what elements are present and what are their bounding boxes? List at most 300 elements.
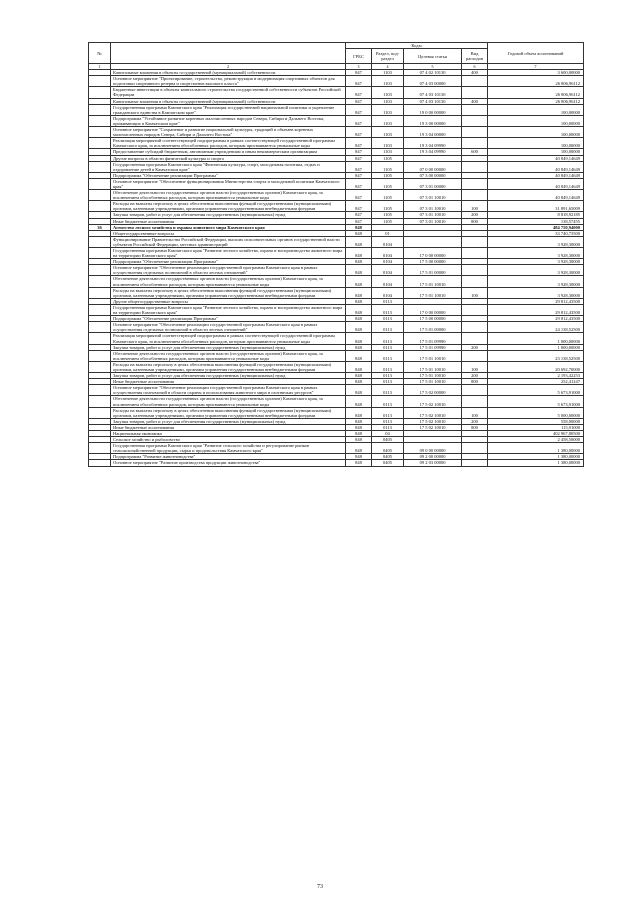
col-grbs-header: ГРБС <box>346 49 372 64</box>
row-razdel: 0104 <box>372 287 404 298</box>
table-row <box>89 138 584 149</box>
col-no-header: № <box>89 43 111 64</box>
row-name: Государственная программа Камчатского края "Физическая культура, спорт, молодежная политика, отдых и оздоровление детей в Камчатском крае" <box>111 161 346 172</box>
row-name: Государственная программа Камчатского края "Развитие сельского хозяйства и регулирование рынков сельскохозяйственной продукции, сырья и продовольствия Камчатского края" <box>111 443 346 454</box>
row-amount: 3 928,30000 <box>488 248 584 259</box>
table-row <box>89 127 584 138</box>
row-amount: 40 849,14649 <box>488 190 584 201</box>
row-csr: 09 0 00 00000 <box>404 443 462 454</box>
table-row <box>89 236 584 247</box>
row-number <box>89 333 111 344</box>
row-razdel: 0113 <box>372 424 404 430</box>
row-razdel: 0104 <box>372 248 404 259</box>
row-razdel: 0113 <box>372 418 404 424</box>
row-grbs: 847 <box>346 172 372 178</box>
row-name: Подпрограмма "Обеспечение реализации Программы" <box>111 316 346 322</box>
row-name: Реализация мероприятий соответствующей подпрограммы в рамках соответствующей государственной программы Камчатского края, за исключением обособленных расходов, которым присваиваются уникальные коды <box>111 333 346 344</box>
row-grbs: 847 <box>346 70 372 76</box>
row-number <box>89 304 111 315</box>
row-csr: 19 3 04 00000 <box>404 127 462 138</box>
row-number <box>89 178 111 189</box>
table-row <box>89 201 584 212</box>
row-csr: 17 5 01 10010 <box>404 287 462 298</box>
row-razdel: 0405 <box>372 437 404 443</box>
row-vr <box>462 322 488 333</box>
table-row <box>89 361 584 372</box>
row-amount: 23 138,52500 <box>488 350 584 361</box>
row-amount: 29 812,43500 <box>488 304 584 315</box>
row-csr: 17 5 01 10010 <box>404 276 462 287</box>
row-csr: 07 4 03 10130 <box>404 98 462 104</box>
row-amount: 20 692,70000 <box>488 361 584 372</box>
row-name: Государственная программа Камчатского края "Реализация государственной национальной политики и укрепление гражданского единства в Камчатском крае" <box>111 104 346 115</box>
row-number <box>89 161 111 172</box>
row-csr: 09 2 03 00000 <box>404 460 462 466</box>
row-vr <box>462 385 488 396</box>
row-grbs: 848 <box>346 460 372 466</box>
row-grbs: 848 <box>346 454 372 460</box>
table-row <box>89 304 584 315</box>
row-razdel: 1103 <box>372 138 404 149</box>
row-name: Подпрограмма "Устойчивое развитие коренных малочисленных народов Севера, Сибири и Дальнего Востока, проживающих в Камчатском крае" <box>111 115 346 126</box>
row-razdel: 0113 <box>372 373 404 379</box>
table-row <box>89 333 584 344</box>
row-razdel: 0113 <box>372 379 404 385</box>
row-number <box>89 276 111 287</box>
row-csr: 07 3 01 10010 <box>404 190 462 201</box>
row-name: Расходы на выплаты персоналу в целях обеспечения выполнения функций государственными (муниципальными) органами, казенными учреждениями, органами управления государственными внебюджетными фондами <box>111 361 346 372</box>
row-name: Реализация мероприятий соответствующей подпрограммы в рамках соответствующей государственной программы Камчатского края, за исключением обособленных расходов, которым присваиваются уникальные коды <box>111 138 346 149</box>
row-grbs: 848 <box>346 248 372 259</box>
row-name: Национальная экономика <box>111 431 346 437</box>
row-csr <box>404 236 462 247</box>
row-grbs: 847 <box>346 218 372 224</box>
row-razdel: 04 <box>372 431 404 437</box>
row-amount: 40 849,14649 <box>488 178 584 189</box>
row-name: Обеспечение деятельности государственных органов власти (государственных органов) Камчатского края, за исключением обособленных расходов, которым присваиваются уникальные коды <box>111 190 346 201</box>
row-name: Подпрограмма "Обеспечение реализации Программы" <box>111 259 346 265</box>
row-name: Другие общегосударственные вопросы <box>111 298 346 304</box>
row-name: Закупка товаров, работ и услуг для обеспечения государственных (муниципальных) нужд <box>111 418 346 424</box>
row-razdel: 1105 <box>372 218 404 224</box>
row-grbs: 848 <box>346 298 372 304</box>
col-razdel-header: Раздел, под-раздел <box>372 49 404 64</box>
row-amount: 484 750,94000 <box>488 224 584 230</box>
row-vr <box>462 248 488 259</box>
row-csr: 07 3 01 00000 <box>404 178 462 189</box>
budget-document <box>88 42 583 467</box>
row-name: Основное мероприятие "Сохранение и развитие национальной культуры, традиций и обычаев коренных малочисленных народов Севера, Сибири и Дальнего Востока" <box>111 127 346 138</box>
row-name: Иные бюджетные ассигнования <box>111 379 346 385</box>
row-grbs: 848 <box>346 230 372 236</box>
row-grbs: 848 <box>346 396 372 407</box>
row-grbs: 848 <box>346 322 372 333</box>
row-csr: 07 4 03 00000 <box>404 76 462 87</box>
row-amount: 5 000,00000 <box>488 407 584 418</box>
row-vr: 800 <box>462 218 488 224</box>
row-name: Основное мероприятие "Обеспечение функционирования Министерства спорта и молодежной политики Камчатского края" <box>111 178 346 189</box>
row-razdel: 0405 <box>372 454 404 460</box>
row-csr: 17 5 00 00000 <box>404 259 462 265</box>
row-razdel: 1103 <box>372 104 404 115</box>
column-number: 1 <box>89 64 111 70</box>
row-grbs: 848 <box>346 437 372 443</box>
row-name: Другие вопросы в области физической культуры и спорта <box>111 155 346 161</box>
table-row <box>89 322 584 333</box>
row-razdel: 1103 <box>372 76 404 87</box>
row-amount: 138,57455 <box>488 218 584 224</box>
row-vr <box>462 76 488 87</box>
row-csr: 19 3 04 09990 <box>404 149 462 155</box>
row-razdel: 1105 <box>372 178 404 189</box>
row-vr <box>462 104 488 115</box>
row-csr: 19 3 04 09990 <box>404 138 462 149</box>
row-name: Иные бюджетные ассигнования <box>111 424 346 430</box>
row-razdel: 1105 <box>372 212 404 218</box>
table-row <box>89 265 584 276</box>
row-name: Бюджетные инвестиции в объекты капитального строительства государственной собственности субъектов Российской Федерации <box>111 87 346 98</box>
row-grbs: 847 <box>346 104 372 115</box>
row-amount: 558,00000 <box>488 418 584 424</box>
row-vr: 800 <box>462 424 488 430</box>
row-csr: 17 5 01 10010 <box>404 361 462 372</box>
row-vr: 100 <box>462 407 488 418</box>
row-number <box>89 322 111 333</box>
row-amount: 40 849,14649 <box>488 172 584 178</box>
row-grbs: 848 <box>346 350 372 361</box>
row-razdel: 0113 <box>372 316 404 322</box>
row-razdel: 0104 <box>372 259 404 265</box>
row-number <box>89 201 111 212</box>
row-amount: 100,00000 <box>488 127 584 138</box>
row-razdel: 0405 <box>372 443 404 454</box>
row-csr: 07 3 01 10010 <box>404 218 462 224</box>
row-vr <box>462 460 488 466</box>
row-name: Основное мероприятие "Обеспечение реализации государственной программы Камчатского края в рамках осуществления отдельных полномочий в области лесных отношений" <box>111 322 346 333</box>
row-number: 36 <box>89 224 111 230</box>
row-csr: 07 3 00 00000 <box>404 172 462 178</box>
row-amount: 26 806,96112 <box>488 76 584 87</box>
row-csr: 17 5 02 10010 <box>404 396 462 407</box>
row-vr <box>462 127 488 138</box>
table-row <box>89 178 584 189</box>
row-number <box>89 236 111 247</box>
row-razdel: 1105 <box>372 172 404 178</box>
row-razdel: 1103 <box>372 98 404 104</box>
row-amount: 5 673,91000 <box>488 385 584 396</box>
row-name: Сельское хозяйство и рыболовство <box>111 437 346 443</box>
row-name: Основное мероприятие "Развитие производства продукции животноводства" <box>111 460 346 466</box>
row-razdel: 01 <box>372 230 404 236</box>
row-vr: 100 <box>462 201 488 212</box>
row-name: Расходы на выплаты персоналу в целях обеспечения выполнения функций государственными (муниципальными) органами, казенными учреждениями, органами управления государственными внебюджетными фондами <box>111 407 346 418</box>
row-vr <box>462 161 488 172</box>
row-vr: 400 <box>462 70 488 76</box>
row-vr: 200 <box>462 212 488 218</box>
row-razdel: 1105 <box>372 201 404 212</box>
row-vr: 800 <box>462 379 488 385</box>
row-grbs: 848 <box>346 361 372 372</box>
row-razdel: 1103 <box>372 87 404 98</box>
row-csr: 17 0 00 00000 <box>404 248 462 259</box>
row-amount: 1 000,00000 <box>488 344 584 350</box>
row-grbs: 848 <box>346 373 372 379</box>
row-vr <box>462 333 488 344</box>
row-amount: 3 928,30000 <box>488 276 584 287</box>
row-name: Государственная программа Камчатского края "Развитие лесного хозяйства, охрана и воспроизводство животного мира на территории Камчатского края" <box>111 304 346 315</box>
table-row <box>89 276 584 287</box>
row-csr: 17 5 02 10010 <box>404 407 462 418</box>
row-amount: 8 818,92185 <box>488 212 584 218</box>
row-vr: 200 <box>462 373 488 379</box>
budget-table <box>88 42 584 467</box>
row-name: Основное мероприятие "Обеспечение реализации государственной программы Камчатского края в рамках осуществления отдельных полномочий в области лесных отношений" <box>111 265 346 276</box>
column-number: 7 <box>488 64 584 70</box>
col-amount-header: Годовой объем ассигнований <box>488 43 584 64</box>
row-razdel: 0113 <box>372 322 404 333</box>
row-amount: 100,00000 <box>488 115 584 126</box>
row-csr: 17 5 01 10010 <box>404 350 462 361</box>
row-csr: 17 5 00 00000 <box>404 316 462 322</box>
table-row <box>89 396 584 407</box>
row-csr: 17 5 01 00000 <box>404 265 462 276</box>
table-row <box>89 443 584 454</box>
row-number <box>89 190 111 201</box>
row-csr: 07 4 03 10130 <box>404 87 462 98</box>
row-razdel: 0113 <box>372 385 404 396</box>
row-grbs: 847 <box>346 149 372 155</box>
row-grbs: 848 <box>346 265 372 276</box>
row-number <box>89 76 111 87</box>
row-csr: 17 5 02 10010 <box>404 418 462 424</box>
row-number <box>89 248 111 259</box>
col-codes-header: Коды <box>346 43 488 49</box>
row-grbs: 848 <box>346 385 372 396</box>
row-amount: 3 928,30000 <box>488 236 584 247</box>
row-amount: 29 812,43500 <box>488 316 584 322</box>
row-number <box>89 138 111 149</box>
row-grbs: 848 <box>346 424 372 430</box>
row-grbs: 847 <box>346 190 372 201</box>
row-vr: 100 <box>462 287 488 298</box>
row-name: Расходы на выплаты персоналу в целях обеспечения выполнения функций государственными (муниципальными) органами, казенными учреждениями, органами управления государственными внебюджетными фондами <box>111 287 346 298</box>
row-vr <box>462 265 488 276</box>
row-grbs: 847 <box>346 178 372 189</box>
row-number <box>89 361 111 372</box>
row-name: Обеспечение деятельности государственных органов власти (государственных органов) Камчатского края, за исключением обособленных расходов, которым присваиваются уникальные коды <box>111 276 346 287</box>
row-razdel: 0113 <box>372 396 404 407</box>
row-name: Капитальные вложения в объекты государственной (муниципальной) собственности <box>111 70 346 76</box>
row-razdel: 1103 <box>372 115 404 126</box>
row-amount: 2 193,42253 <box>488 373 584 379</box>
row-amount: 3 928,30000 <box>488 287 584 298</box>
row-vr: 200 <box>462 418 488 424</box>
row-name: Иные бюджетные ассигнования <box>111 218 346 224</box>
row-razdel: 0113 <box>372 350 404 361</box>
row-razdel: 0113 <box>372 407 404 418</box>
row-grbs: 848 <box>346 418 372 424</box>
row-number <box>89 350 111 361</box>
row-amount: 29 812,43500 <box>488 298 584 304</box>
column-number: 6 <box>462 64 488 70</box>
row-csr: 17 5 01 09990 <box>404 344 462 350</box>
row-csr: 17 5 02 10010 <box>404 424 462 430</box>
table-row <box>89 115 584 126</box>
row-razdel: 0104 <box>372 236 404 247</box>
row-name: Расходы на выплаты персоналу в целях обеспечения выполнения функций государственными (муниципальными) органами, казенными учреждениями, органами управления государственными внебюджетными фондами <box>111 201 346 212</box>
row-razdel: 1105 <box>372 190 404 201</box>
row-razdel: 1105 <box>372 161 404 172</box>
row-vr <box>462 190 488 201</box>
row-name: Предоставление субсидий бюджетным, автономным учреждениям и иным некоммерческим организациям <box>111 149 346 155</box>
row-grbs: 848 <box>346 333 372 344</box>
row-grbs: 848 <box>346 304 372 315</box>
row-vr <box>462 350 488 361</box>
row-razdel: 0113 <box>372 344 404 350</box>
row-name: Агентство лесного хозяйства и охраны животного мира Камчатского края <box>111 224 346 230</box>
row-amount: 2 458,50000 <box>488 437 584 443</box>
table-row <box>89 407 584 418</box>
row-amount: 1 380,00000 <box>488 454 584 460</box>
row-csr: 19 0 00 00000 <box>404 104 462 115</box>
row-name: Подпрограмма "Обеспечение реализации Программы" <box>111 172 346 178</box>
row-amount: 3 928,30000 <box>488 259 584 265</box>
row-amount: 5 673,91000 <box>488 396 584 407</box>
row-name: Основное мероприятие "Проектирование, строительство, реконструкция и модернизация спортивных объектов для подготовки спортивного резерва и спортсменов высокого класса" <box>111 76 346 87</box>
row-number <box>89 87 111 98</box>
row-grbs: 847 <box>346 127 372 138</box>
table-body <box>89 70 584 466</box>
table-row <box>89 190 584 201</box>
row-vr: 400 <box>462 98 488 104</box>
row-grbs: 848 <box>346 431 372 437</box>
row-vr <box>462 304 488 315</box>
row-razdel: 0113 <box>372 361 404 372</box>
column-number: 4 <box>372 64 404 70</box>
row-grbs: 848 <box>346 287 372 298</box>
row-csr: 17 0 00 00000 <box>404 304 462 315</box>
row-number <box>89 115 111 126</box>
row-grbs: 847 <box>346 98 372 104</box>
row-amount: 100,00000 <box>488 138 584 149</box>
row-grbs: 848 <box>346 224 372 230</box>
row-name: Закупка товаров, работ и услуг для обеспечения государственных (муниципальных) нужд <box>111 344 346 350</box>
row-grbs: 848 <box>346 443 372 454</box>
row-amount: 40 849,14649 <box>488 161 584 172</box>
table-row <box>89 76 584 87</box>
row-csr: 17 5 01 09990 <box>404 333 462 344</box>
row-number <box>89 104 111 115</box>
row-amount: 1 380,00000 <box>488 460 584 466</box>
row-number <box>89 407 111 418</box>
col-vr-header: Вид расходов <box>462 49 488 64</box>
row-amount: 26 806,96112 <box>488 87 584 98</box>
row-grbs: 848 <box>346 236 372 247</box>
row-razdel: 1103 <box>372 127 404 138</box>
row-vr: 200 <box>462 344 488 350</box>
row-razdel: 1103 <box>372 70 404 76</box>
row-vr <box>462 115 488 126</box>
row-amount: 1 000,00000 <box>488 333 584 344</box>
row-csr: 17 5 01 10010 <box>404 373 462 379</box>
row-number <box>89 287 111 298</box>
row-amount: 100,00000 <box>488 104 584 115</box>
row-grbs: 848 <box>346 379 372 385</box>
row-grbs: 848 <box>346 259 372 265</box>
header-row-1 <box>89 43 584 49</box>
column-number: 2 <box>111 64 346 70</box>
row-grbs: 848 <box>346 407 372 418</box>
row-grbs: 847 <box>346 161 372 172</box>
row-name: Государственная программа Камчатского края "Развитие лесного хозяйства, охрана и воспроизводство животного мира на территории Камчатского края" <box>111 248 346 259</box>
row-csr: 17 5 01 10010 <box>404 379 462 385</box>
row-name: Подпрограмма "Развитие животноводства" <box>111 454 346 460</box>
row-grbs: 847 <box>346 212 372 218</box>
row-name: Закупка товаров, работ и услуг для обеспечения государственных (муниципальных) нужд <box>111 373 346 379</box>
row-amount: 1 380,00000 <box>488 443 584 454</box>
table-row <box>89 460 584 466</box>
row-grbs: 848 <box>346 316 372 322</box>
row-vr: 600 <box>462 149 488 155</box>
row-vr <box>462 87 488 98</box>
row-grbs: 848 <box>346 276 372 287</box>
row-amount: 402 967,80500 <box>488 431 584 437</box>
row-razdel: 0113 <box>372 298 404 304</box>
row-amount: 26 806,96112 <box>488 98 584 104</box>
row-razdel: 0104 <box>372 276 404 287</box>
row-csr: 09 2 00 00000 <box>404 454 462 460</box>
row-vr <box>462 396 488 407</box>
table-row <box>89 248 584 259</box>
row-amount: 100,00000 <box>488 149 584 155</box>
row-name: Функционирование Правительства Российской Федерации, высших исполнительных органов государственной власти субъектов Российской Федерации, местных администраций <box>111 236 346 247</box>
table-row <box>89 287 584 298</box>
row-razdel: 0405 <box>372 460 404 466</box>
row-csr: 07 4 02 10130 <box>404 70 462 76</box>
table-row <box>89 87 584 98</box>
row-razdel: 0104 <box>372 265 404 276</box>
row-number <box>89 265 111 276</box>
row-grbs: 847 <box>346 201 372 212</box>
row-grbs: 847 <box>346 87 372 98</box>
row-name: Обеспечение деятельности государственных органов власти (государственных органов) Камчатского края, за исключением обособленных расходов, которым присваиваются уникальные коды <box>111 350 346 361</box>
row-number <box>89 443 111 454</box>
row-name: Обеспечение деятельности государственных органов власти (государственных органов) Камчатского края, за исключением обособленных расходов, которым присваиваются уникальные коды <box>111 396 346 407</box>
row-name: Общегосударственные вопросы <box>111 230 346 236</box>
row-name: Капитальные вложения в объекты государственной (муниципальной) собственности <box>111 98 346 104</box>
page-number: 73 <box>317 884 323 890</box>
row-vr <box>462 178 488 189</box>
row-vr <box>462 138 488 149</box>
row-amount: 115,91000 <box>488 424 584 430</box>
row-grbs: 848 <box>346 344 372 350</box>
row-name: Закупка товаров, работ и услуг для обеспечения государственных (муниципальных) нужд <box>111 212 346 218</box>
row-csr: 07 3 01 10010 <box>404 212 462 218</box>
row-amount: 252,41247 <box>488 379 584 385</box>
col-name-header <box>111 43 346 64</box>
table-row <box>89 104 584 115</box>
row-vr <box>462 276 488 287</box>
row-number <box>89 396 111 407</box>
table-row <box>89 161 584 172</box>
row-vr <box>462 236 488 247</box>
column-number: 5 <box>404 64 462 70</box>
row-amount: 3 928,30000 <box>488 265 584 276</box>
col-csr-header: Целевая статья <box>404 49 462 64</box>
row-razdel: 0113 <box>372 304 404 315</box>
row-razdel: 1105 <box>372 155 404 161</box>
row-vr <box>462 443 488 454</box>
